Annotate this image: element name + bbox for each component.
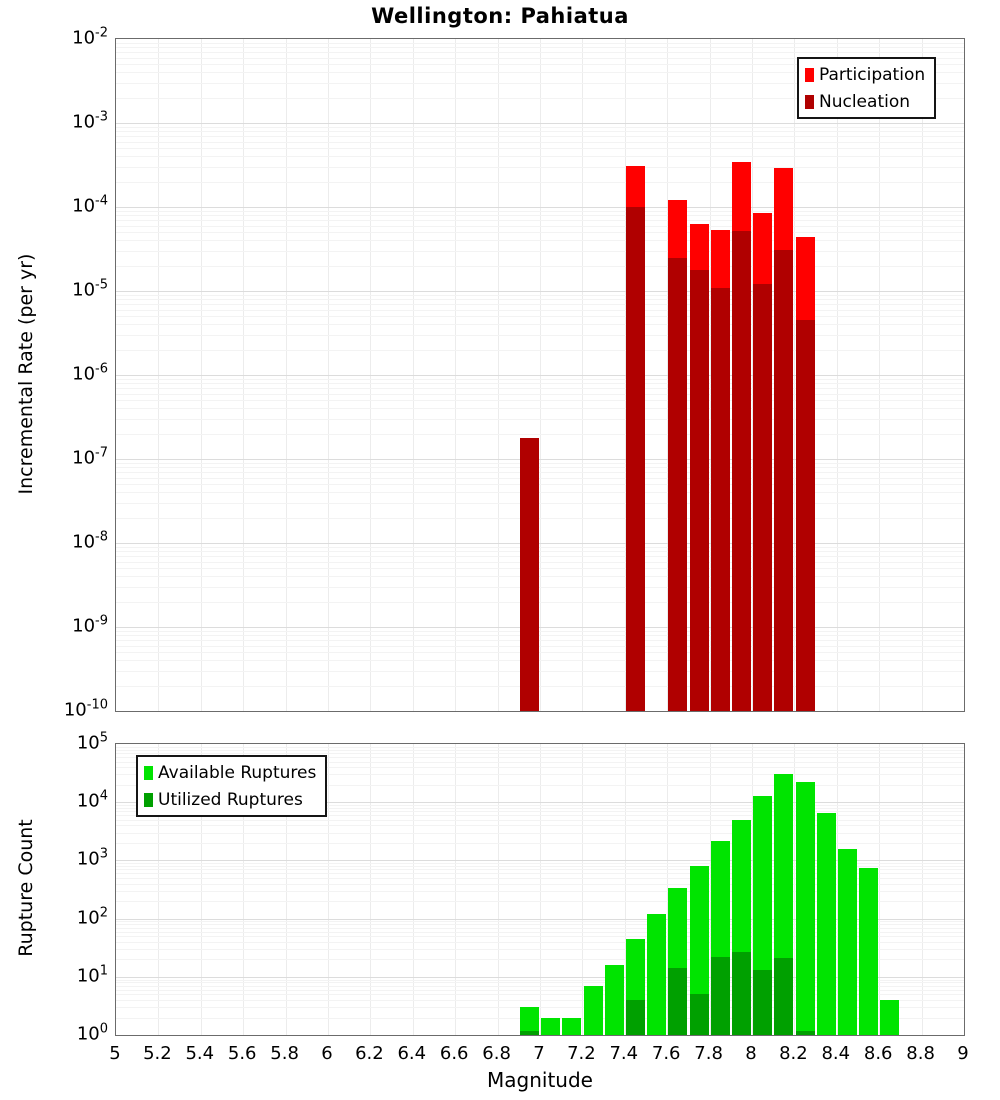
grid-line-minor	[116, 936, 964, 937]
grid-line-minor	[116, 408, 964, 409]
legend-label: Participation	[819, 64, 926, 85]
utilized-ruptures-bar	[711, 957, 730, 1035]
grid-line-minor	[116, 503, 964, 504]
grid-line-minor	[116, 167, 964, 168]
y-tick-label: $10^{-8}$	[72, 529, 108, 553]
grid-line-minor	[116, 467, 964, 468]
grid-line-minor	[116, 295, 964, 296]
grid-line-minor	[116, 750, 964, 751]
x-tick-label: 7.2	[567, 1043, 596, 1064]
grid-line-minor	[116, 127, 964, 128]
grid-line-minor	[116, 226, 964, 227]
x-tick-label: 5	[109, 1043, 121, 1064]
grid-line-minor	[116, 478, 964, 479]
grid-line-minor	[116, 990, 964, 991]
y-tick-label: $10^{-5}$	[72, 277, 108, 301]
grid-line-minor	[116, 182, 964, 183]
grid-line-minor	[116, 215, 964, 216]
x-tick-label: 5.8	[270, 1043, 299, 1064]
grid-line-minor	[116, 324, 964, 325]
x-tick-label: 8	[745, 1043, 757, 1064]
y-tick-label: $10^0$	[76, 1021, 108, 1045]
grid-line-minor	[116, 547, 964, 548]
grid-line-major	[116, 123, 964, 124]
grid-line-minor	[116, 843, 964, 844]
grid-line-minor	[116, 394, 964, 395]
grid-line-minor	[116, 1000, 964, 1001]
grid-line-minor	[116, 350, 964, 351]
x-tick-label: 6.2	[355, 1043, 384, 1064]
x-tick-label: 5.6	[227, 1043, 257, 1064]
grid-line-minor	[116, 148, 964, 149]
utilized-ruptures-bar	[690, 994, 709, 1035]
grid-line-minor	[116, 932, 964, 933]
utilized-ruptures-bar	[774, 958, 793, 1035]
available-ruptures-bar	[647, 914, 666, 1035]
nucleation-bar	[626, 207, 645, 711]
legend-item	[144, 786, 316, 813]
utilized-ruptures-bar	[753, 970, 772, 1035]
grid-line-minor	[116, 660, 964, 661]
grid-line-minor	[116, 316, 964, 317]
grid-line-minor	[116, 942, 964, 943]
x-tick-label: 7.8	[694, 1043, 723, 1064]
nucleation-bar	[774, 250, 793, 711]
chart-title: Wellington: Pahiatua	[371, 4, 629, 28]
grid-line-minor	[116, 472, 964, 473]
grid-line-minor	[116, 980, 964, 981]
available-ruptures-swatch	[144, 766, 153, 780]
available-ruptures-bar	[796, 782, 815, 1035]
nucleation-bar	[711, 288, 730, 712]
grid-line-major	[116, 375, 964, 376]
grid-line-vertical	[498, 744, 499, 1035]
y-tick-label: $10^{-2}$	[72, 25, 108, 49]
grid-line-minor	[116, 484, 964, 485]
available-ruptures-bar	[605, 965, 624, 1035]
x-tick-label: 8.8	[906, 1043, 935, 1064]
available-ruptures-bar	[880, 1000, 899, 1035]
grid-line-minor	[116, 924, 964, 925]
grid-line-minor	[116, 866, 964, 867]
grid-line-minor	[116, 671, 964, 672]
grid-line-major	[116, 860, 964, 861]
x-tick-label: 8.4	[821, 1043, 851, 1064]
grid-line-minor	[116, 1018, 964, 1019]
x-tick-label: 8.2	[779, 1043, 808, 1064]
grid-line-vertical	[455, 744, 456, 1035]
available-ruptures-bar	[541, 1018, 560, 1036]
legend-item	[805, 61, 925, 88]
grid-line-minor	[116, 863, 964, 864]
grid-line-minor	[116, 652, 964, 653]
x-tick-label: 6.8	[482, 1043, 511, 1064]
grid-line-minor	[116, 869, 964, 870]
x-tick-label: 7.4	[609, 1043, 639, 1064]
x-tick-label: 6	[321, 1043, 333, 1064]
grid-line-minor	[116, 131, 964, 132]
grid-line-minor	[116, 640, 964, 641]
grid-line-minor	[116, 47, 964, 48]
grid-line-minor	[116, 921, 964, 922]
available-ruptures-bar	[584, 986, 603, 1035]
grid-line-minor	[116, 873, 964, 874]
grid-line-minor	[116, 492, 964, 493]
nucleation-bar	[796, 320, 815, 711]
x-tick-label: 8.6	[863, 1043, 893, 1064]
y-tick-label: $10^1$	[76, 963, 108, 987]
x-tick-label: 5.2	[143, 1043, 172, 1064]
grid-line-minor	[116, 878, 964, 879]
grid-line-minor	[116, 602, 964, 603]
grid-line-vertical	[413, 744, 414, 1035]
grid-line-vertical	[879, 744, 880, 1035]
grid-line-minor	[116, 986, 964, 987]
bottom-y-axis-title: Rupture Count	[15, 819, 37, 957]
grid-line-major	[116, 543, 964, 544]
grid-line-major	[116, 919, 964, 920]
y-tick-label: $10^{-3}$	[72, 109, 108, 133]
grid-line-minor	[116, 646, 964, 647]
grid-line-minor	[116, 1007, 964, 1008]
legend-label: Utilized Ruptures	[158, 789, 303, 810]
grid-line-minor	[116, 891, 964, 892]
grid-line-minor	[116, 211, 964, 212]
legend-label: Nucleation	[819, 91, 911, 112]
grid-line-minor	[116, 251, 964, 252]
legend	[797, 57, 936, 119]
y-tick-label: $10^{-10}$	[63, 697, 108, 721]
grid-line-vertical	[328, 744, 329, 1035]
grid-line-minor	[116, 901, 964, 902]
y-tick-label: $10^2$	[76, 905, 108, 929]
grid-line-minor	[116, 335, 964, 336]
x-tick-label: 7	[533, 1043, 545, 1064]
grid-line-minor	[116, 518, 964, 519]
y-tick-label: $10^{-9}$	[72, 613, 108, 637]
grid-line-minor	[116, 52, 964, 53]
grid-line-minor	[116, 635, 964, 636]
y-tick-label: $10^4$	[76, 788, 108, 812]
legend-item	[144, 759, 316, 786]
grid-line-major	[116, 207, 964, 208]
y-tick-label: $10^{-7}$	[72, 445, 108, 469]
grid-line-minor	[116, 388, 964, 389]
available-ruptures-bar	[562, 1018, 581, 1036]
nucleation-bar	[690, 270, 709, 711]
x-tick-label: 5.4	[185, 1043, 215, 1064]
grid-line-minor	[116, 299, 964, 300]
x-tick-label: 6.6	[439, 1043, 469, 1064]
nucleation-bar	[732, 231, 751, 711]
grid-line-minor	[116, 220, 964, 221]
grid-line-vertical	[370, 744, 371, 1035]
grid-line-minor	[116, 631, 964, 632]
nucleation-swatch	[805, 95, 814, 109]
grid-line-minor	[116, 833, 964, 834]
grid-line-minor	[116, 43, 964, 44]
nucleation-bar	[520, 438, 539, 711]
x-tick-label: 7.6	[651, 1043, 681, 1064]
available-ruptures-bar	[859, 868, 878, 1035]
grid-line-minor	[116, 240, 964, 241]
grid-line-major	[116, 627, 964, 628]
grid-line-minor	[116, 551, 964, 552]
legend-item	[805, 88, 925, 115]
grid-line-minor	[116, 383, 964, 384]
utilized-ruptures-swatch	[144, 793, 153, 807]
grid-line-minor	[116, 884, 964, 885]
grid-line-minor	[116, 463, 964, 464]
y-tick-label: $10^3$	[76, 846, 108, 870]
grid-line-minor	[116, 556, 964, 557]
grid-line-minor	[116, 266, 964, 267]
x-axis-title: Magnitude	[487, 1068, 593, 1092]
utilized-ruptures-bar	[796, 1031, 815, 1035]
grid-line-minor	[116, 949, 964, 950]
x-tick-label: 9	[957, 1043, 969, 1064]
available-ruptures-bar	[817, 813, 836, 1035]
grid-line-minor	[116, 310, 964, 311]
y-tick-label: $10^{-4}$	[72, 193, 108, 217]
incremental-rate-plot	[115, 38, 965, 712]
utilized-ruptures-bar	[732, 952, 751, 1035]
grid-line-minor	[116, 562, 964, 563]
utilized-ruptures-bar	[626, 1000, 645, 1035]
grid-line-minor	[116, 959, 964, 960]
grid-line-minor	[116, 820, 964, 821]
grid-line-minor	[116, 568, 964, 569]
grid-line-vertical	[540, 744, 541, 1035]
grid-line-minor	[116, 753, 964, 754]
legend-label: Available Ruptures	[158, 762, 317, 783]
grid-line-minor	[116, 136, 964, 137]
grid-line-major	[116, 977, 964, 978]
top-y-axis-title: Incremental Rate (per yr)	[15, 253, 37, 495]
grid-line-minor	[116, 747, 964, 748]
y-tick-label: $10^5$	[76, 730, 108, 754]
nucleation-bar	[668, 258, 687, 711]
grid-line-minor	[116, 400, 964, 401]
grid-line-minor	[116, 419, 964, 420]
grid-line-minor	[116, 304, 964, 305]
utilized-ruptures-bar	[668, 968, 687, 1035]
rupture-count-plot	[115, 743, 965, 1036]
grid-line-major	[116, 459, 964, 460]
participation-swatch	[805, 68, 814, 82]
grid-line-minor	[116, 587, 964, 588]
grid-line-minor	[116, 825, 964, 826]
grid-line-minor	[116, 982, 964, 983]
grid-line-minor	[116, 232, 964, 233]
y-tick-label: $10^{-6}$	[72, 361, 108, 385]
nucleation-bar	[753, 284, 772, 711]
utilized-ruptures-bar	[520, 1031, 539, 1035]
legend	[136, 755, 327, 817]
grid-line-vertical	[922, 744, 923, 1035]
x-tick-label: 6.4	[397, 1043, 427, 1064]
grid-line-minor	[116, 379, 964, 380]
grid-line-minor	[116, 994, 964, 995]
grid-line-minor	[116, 142, 964, 143]
grid-line-minor	[116, 156, 964, 157]
grid-line-minor	[116, 686, 964, 687]
grid-line-major	[116, 291, 964, 292]
grid-line-minor	[116, 576, 964, 577]
grid-line-minor	[116, 434, 964, 435]
available-ruptures-bar	[838, 849, 857, 1036]
grid-line-minor	[116, 928, 964, 929]
